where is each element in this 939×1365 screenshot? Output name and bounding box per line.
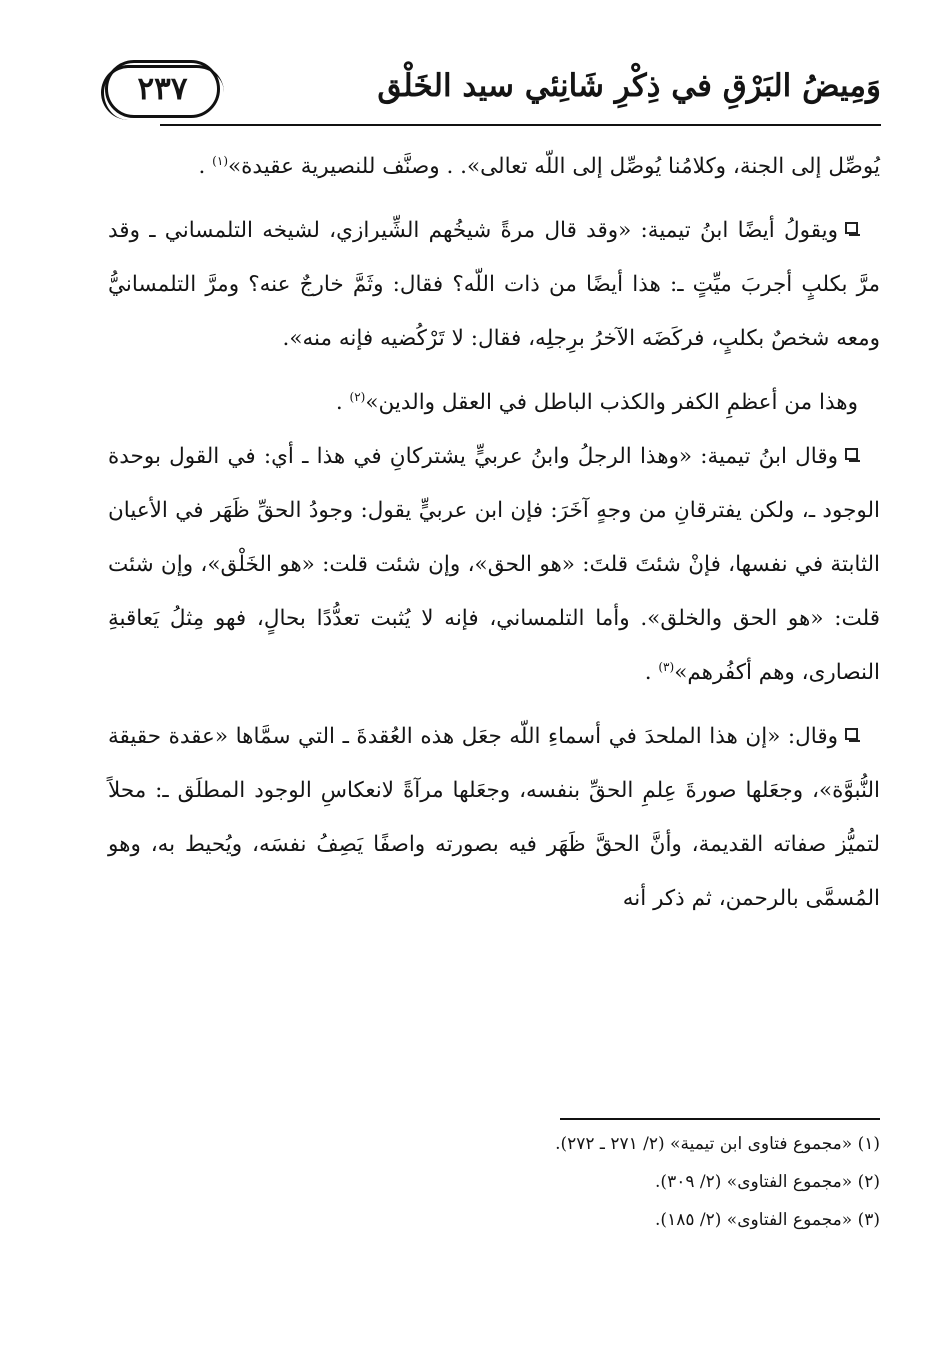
footnotes — [460, 1125, 880, 1239]
paragraph-2 — [108, 204, 880, 366]
section-marker-icon — [845, 448, 858, 460]
paragraph-text: ويقولُ أيضًا ابنُ تيمية: «وقد قال مرةً شيخُهم الشِّيرازي، لشيخه التلمساني ـ وقد مرَّ بكلبٍ أجربَ ميِّتٍ ـ: هذا أيضًا من ذات اللّه؟ فقال: وثَمَّ خارجٌ عنه؟ ومرَّ التلمسانيُّ ومعه شخصٌ بكلبٍ، فركَضَه الآخرُ برِجلِه، فقال: لا تَرْكُضيه فإنه منه». — [108, 218, 880, 351]
section-marker-icon — [845, 728, 858, 740]
period: . — [644, 660, 659, 685]
footnote-2: (٢) «مجموع الفتاوى» (٢/ ٣٠٩). — [655, 1172, 880, 1192]
page-number-badge — [105, 60, 220, 118]
period: . — [335, 390, 350, 415]
footnote-ref-3: (٣) — [658, 659, 675, 674]
footnote-3: (٣) «مجموع الفتاوى» (٢/ ١٨٥). — [655, 1210, 880, 1230]
main-text — [108, 140, 880, 926]
paragraph-4 — [108, 430, 880, 700]
footnote-ref-1: (١) — [212, 153, 228, 168]
paragraph-text: وهذا من أعظمِ الكفر والكذب الباطل في العقل والدين» — [365, 390, 858, 415]
section-marker-icon — [845, 222, 858, 234]
paragraph-text: وقال ابنُ تيمية: «وهذا الرجلُ وابنُ عربيٍّ يشتركانِ في هذا ـ أي: في القول بوحدة الوجود ـ، ولكن يفترقانِ من وجهٍ آخَرَ: فإن ابن عربيٍّ يقول: وجودُ الحقِّ ظَهَر في الأعيان الثابتة في نفسها، فإنْ شئتَ قلتَ: «هو الحق»، وإن شئت قلت: «هو الخَلْق»، وإن شئت قلت: «هو الحق والخلق». وأما التلمساني، فإنه لا يُثبت تعدُّدًا بحالٍ، فهو مِثلُ يَعاقبةِ النصارى، وهم أكفُرهم» — [108, 444, 880, 685]
period: . — [198, 154, 213, 179]
header-divider — [160, 124, 881, 126]
running-title: وَمِيضُ البَرْقِ في ذِكْرِ شَانِئي سيد الخَلْق — [377, 68, 881, 104]
paragraph-text: وقال: «إن هذا الملحدَ في أسماءِ اللّه جعَل هذه العُقدةَ ـ التي سمَّاها «عقدة حقيقة النُّبوَّة»، وجعَلها صورةَ عِلمِ الحقِّ بنفسه، وجعَلها مرآةً لانعكاسِ الوجود المطلَق ـ: محلاً لتميُّز صفاته القديمة، وأنَّ الحقَّ ظَهَر فيه بصورته واصفًا يَصِفُ نفسَه، ويُحيط به، وهو المُسمَّى بالرحمن، ثم ذكر أنه — [108, 724, 880, 911]
paragraph-text: يُوصِّل إلى الجنة، وكلامُنا يُوصِّل إلى اللّه تعالى». . وصنَّف للنصيرية عقيدة» — [228, 154, 880, 179]
page-header — [95, 50, 881, 130]
paragraph-1 — [108, 140, 880, 194]
paragraph-5 — [108, 710, 880, 926]
footnote-divider — [560, 1118, 880, 1120]
footnote-ref-2: (٢) — [349, 389, 366, 404]
footnote-1: (١) «مجموع فتاوى ابن تيمية» (٢/ ٢٧١ ـ ٢٧٢). — [555, 1134, 880, 1154]
paragraph-3 — [108, 376, 880, 430]
page-number: ٢٣٧ — [137, 71, 188, 107]
